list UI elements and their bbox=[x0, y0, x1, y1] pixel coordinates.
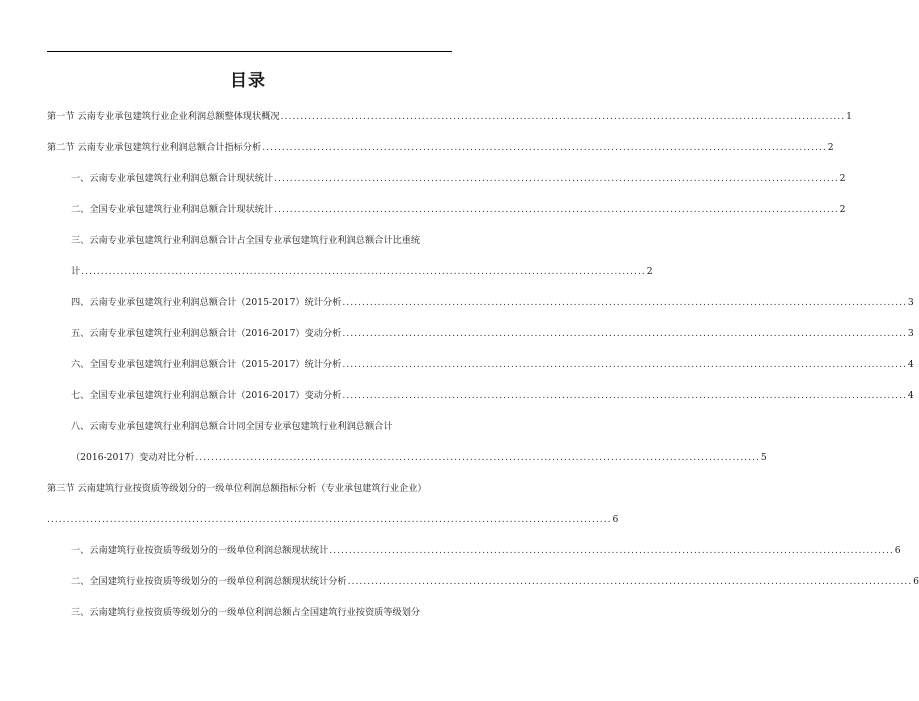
toc-entry-text: 六、全国专业承包建筑行业利润总额合计（2015-2017）统计分析 bbox=[71, 359, 342, 370]
toc-entry-2-4[interactable] bbox=[71, 297, 914, 309]
toc-page-number: 6 bbox=[894, 545, 901, 556]
toc-leader-dots: ................................................................................................................................................ bbox=[280, 111, 846, 122]
toc-entry-section-1[interactable] bbox=[47, 111, 853, 123]
toc-entry-text: 第二节 云南专业承包建筑行业利润总额合计指标分析 bbox=[47, 142, 262, 153]
toc-page-number: 3 bbox=[907, 297, 914, 308]
toc-entry-2-7[interactable] bbox=[71, 390, 914, 402]
toc-leader-dots: ................................................................................................................................................ bbox=[274, 204, 839, 215]
toc-entry-section-3-line1[interactable]: 第三节 云南建筑行业按资质等级划分的一级单位利润总额指标分析（专业承包建筑行业企业） bbox=[47, 483, 427, 494]
toc-page-number: 1 bbox=[846, 111, 853, 122]
toc-entry-2-6[interactable] bbox=[71, 359, 914, 371]
toc-entry-text: 二、全国专业承包建筑行业利润总额合计现状统计 bbox=[71, 204, 274, 215]
toc-entry-2-8-line1[interactable]: 八、云南专业承包建筑行业利润总额合计同全国专业承包建筑行业利润总额合计 bbox=[71, 421, 393, 432]
toc-leader-dots: ................................................................................................................................................ bbox=[347, 576, 913, 587]
toc-leader-dots: ................................................................................................................................................ bbox=[47, 514, 612, 525]
toc-entry-text: 五、云南专业承包建筑行业利润总额合计（2016-2017）变动分析 bbox=[71, 328, 342, 339]
toc-leader-dots: ................................................................................................................................................ bbox=[81, 266, 646, 277]
toc-entry-text: 七、全国专业承包建筑行业利润总额合计（2016-2017）变动分析 bbox=[71, 390, 342, 401]
header-rule bbox=[47, 51, 452, 52]
toc-page-number: 2 bbox=[646, 266, 653, 277]
page-title: 目录 bbox=[230, 71, 266, 91]
toc-page-number: 6 bbox=[913, 576, 919, 587]
toc-entry-text: 一、云南专业承包建筑行业利润总额合计现状统计 bbox=[71, 173, 274, 184]
toc-leader-dots: ................................................................................................................................................ bbox=[195, 452, 760, 463]
toc-page-number: 4 bbox=[907, 359, 914, 370]
toc-entry-2-3-line1[interactable]: 三、云南专业承包建筑行业利润总额合计占全国专业承包建筑行业利润总额合计比重统 bbox=[71, 235, 421, 246]
toc-page-number: 6 bbox=[612, 514, 619, 525]
toc-leader-dots: ................................................................................................................................................ bbox=[274, 173, 839, 184]
toc-entry-section-2[interactable] bbox=[47, 142, 834, 154]
toc-entry-text: 二、全国建筑行业按资质等级划分的一级单位利润总额现状统计分析 bbox=[71, 576, 347, 587]
toc-leader-dots: ................................................................................................................................................ bbox=[342, 390, 907, 401]
toc-entry-text: 计 bbox=[71, 266, 81, 277]
toc-entry-text: 一、云南建筑行业按资质等级划分的一级单位利润总额现状统计 bbox=[71, 545, 329, 556]
toc-entry-text: （2016-2017）变动对比分析 bbox=[71, 452, 195, 463]
toc-leader-dots: ................................................................................................................................................ bbox=[329, 545, 894, 556]
toc-entry-text: 四、云南专业承包建筑行业利润总额合计（2015-2017）统计分析 bbox=[71, 297, 342, 308]
toc-entry-3-2[interactable] bbox=[71, 576, 919, 588]
toc-page-number: 2 bbox=[827, 142, 834, 153]
toc-leader-dots: ................................................................................................................................................ bbox=[342, 328, 907, 339]
toc-leader-dots: ................................................................................................................................................ bbox=[262, 142, 827, 153]
toc-entry-3-3-line1[interactable]: 三、云南建筑行业按资质等级划分的一级单位利润总额占全国建筑行业按资质等级划分 bbox=[71, 607, 421, 618]
toc-entry-3-1[interactable] bbox=[71, 545, 901, 557]
toc-leader-dots: ................................................................................................................................................ bbox=[342, 359, 907, 370]
toc-entry-text: 第一节 云南专业承包建筑行业企业利润总额整体现状概况 bbox=[47, 111, 280, 122]
toc-page-number: 2 bbox=[839, 173, 846, 184]
toc-entry-2-8-line2[interactable] bbox=[71, 452, 767, 464]
toc-entry-section-3-line2[interactable] bbox=[47, 514, 619, 526]
toc-entry-2-2[interactable] bbox=[71, 204, 846, 216]
toc-page-number: 5 bbox=[760, 452, 767, 463]
toc-page-number: 3 bbox=[907, 328, 914, 339]
toc-page-number: 4 bbox=[907, 390, 914, 401]
toc-entry-2-5[interactable] bbox=[71, 328, 914, 340]
toc-page-number: 2 bbox=[839, 204, 846, 215]
toc-entry-2-1[interactable] bbox=[71, 173, 846, 185]
toc-leader-dots: ................................................................................................................................................ bbox=[342, 297, 907, 308]
toc-entry-2-3-line2[interactable] bbox=[71, 266, 653, 278]
